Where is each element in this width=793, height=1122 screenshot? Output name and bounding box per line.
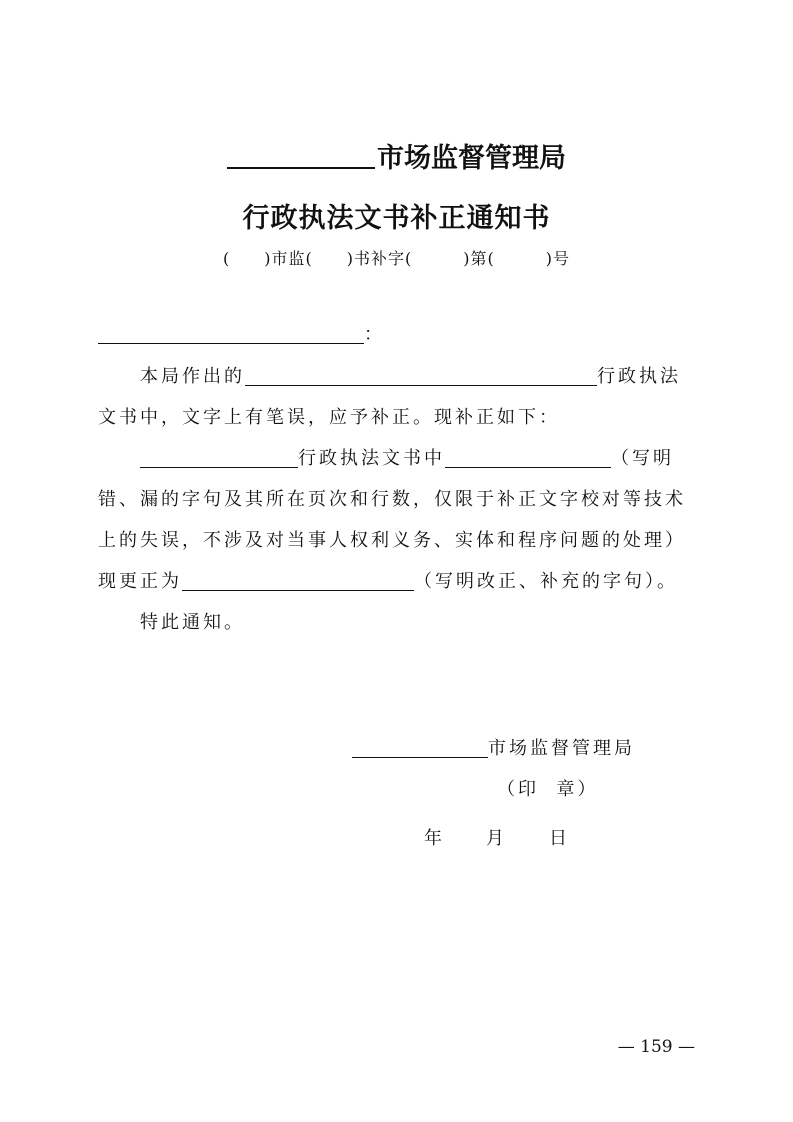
signature-org-suffix: 市场监督管理局 [488,738,635,759]
document-number-line: ( )市监( )书补字( )第( )号 [223,249,570,268]
p2-mid-text: 行政执法文书中 [298,448,445,469]
error-text-blank [445,449,611,468]
signature-org-line [352,734,635,760]
org-name-blank [227,143,375,169]
org-title-suffix: 市场监督管理局 [377,143,566,174]
paragraph-2-line-2: 错、漏的字句及其所在页次和行数，仅限于补正文字校对等技术 [98,489,686,510]
document-name-blank [245,367,597,386]
salutation-colon: ： [364,324,385,345]
paragraph-2-line-1 [140,444,674,470]
paragraph-2-line-3: 上的失误，不涉及对当事人权利义务、实体和程序问题的处理） [98,530,686,551]
p3-after-text: （写明改正、补充的字句）。 [414,571,678,592]
p1-after-text: 行政执法 [597,366,681,387]
paragraph-1-line-2: 文书中，文字上有笔误，应予补正。现补正如下： [98,407,560,428]
date-month: 月 [486,828,507,849]
date-day: 日 [549,828,570,849]
p3-start-text: 现更正为 [98,571,182,592]
document-type-blank [140,449,298,468]
date-year: 年 [424,828,445,849]
closing-text: 特此通知。 [140,612,245,633]
correction-blank [182,572,414,591]
paragraph-1-line-1 [140,362,681,388]
paragraph-3-line-1 [98,567,678,593]
seal-label: （印 章） [497,779,599,800]
page-number: — 159 — [617,1037,695,1057]
p1-start-text: 本局作出的 [140,366,245,387]
document-title: 行政执法文书补正通知书 [242,203,551,234]
org-title-line [0,136,793,175]
recipient-blank [98,325,364,344]
signature-org-blank [352,739,488,758]
p2-after-text: （写明 [611,448,674,469]
salutation-line [98,320,385,346]
